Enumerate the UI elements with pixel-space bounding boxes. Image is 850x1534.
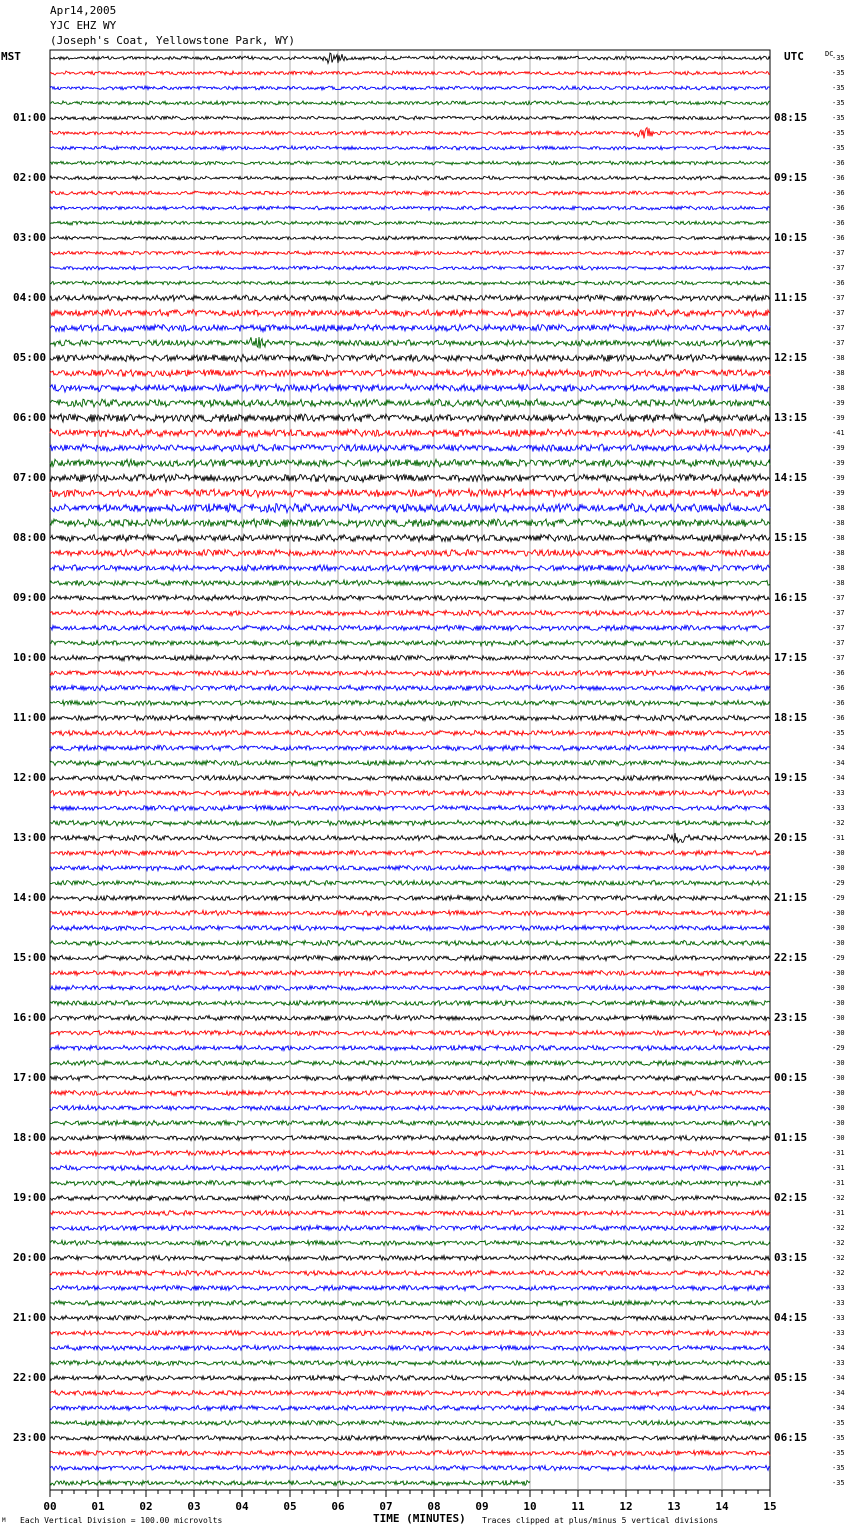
seismic-trace <box>50 925 770 930</box>
seismic-trace <box>50 745 770 751</box>
dc-offset-label: -30 <box>832 939 845 947</box>
dc-offset-label: -39 <box>832 459 845 467</box>
seismic-trace <box>50 985 770 990</box>
dc-offset-label: -36 <box>832 219 845 227</box>
seismic-trace <box>50 534 770 541</box>
dc-offset-label: -39 <box>832 444 845 452</box>
seismic-trace <box>50 354 770 361</box>
seismic-trace <box>50 1165 770 1170</box>
dc-offset-label: -29 <box>832 879 845 887</box>
seismic-trace <box>50 503 770 512</box>
right-hour-label: 23:15 <box>774 1011 808 1024</box>
dc-offset-label: -34 <box>832 1374 845 1382</box>
dc-offset-label: -32 <box>832 1224 845 1232</box>
seismic-trace <box>50 221 770 225</box>
dc-offset-label: -34 <box>832 774 845 782</box>
left-hour-label: 16:00 <box>13 1011 47 1024</box>
seismic-trace <box>50 805 770 810</box>
right-hour-label: 04:15 <box>774 1311 808 1324</box>
left-hour-label: 11:00 <box>13 711 47 724</box>
dc-offset-label: -32 <box>832 1269 845 1277</box>
x-tick-label: 05 <box>283 1500 297 1513</box>
dc-offset-label: -35 <box>832 1419 845 1427</box>
dc-offset-label: -36 <box>832 204 845 212</box>
seismic-trace <box>50 1375 770 1380</box>
dc-offset-label: -33 <box>832 1359 845 1367</box>
seismic-trace <box>50 1345 770 1350</box>
right-hour-label: 20:15 <box>774 831 808 844</box>
dc-offset-label: -33 <box>832 1314 845 1322</box>
seismic-trace <box>50 53 770 63</box>
left-hour-label: 02:00 <box>13 171 47 184</box>
dc-offset-label: -34 <box>832 1404 845 1412</box>
chart-date: Apr14,2005 <box>50 4 117 17</box>
left-hour-label: 03:00 <box>13 231 47 244</box>
dc-offset-label: -36 <box>832 684 845 692</box>
dc-offset-label: -30 <box>832 1134 845 1142</box>
corner-mark: M <box>2 1517 6 1524</box>
seismic-trace <box>50 580 770 586</box>
dc-offset-label: -38 <box>832 504 845 512</box>
dc-offset-label: -39 <box>832 399 845 407</box>
left-hour-label: 05:00 <box>13 351 47 364</box>
dc-offset-label: -36 <box>832 279 845 287</box>
dc-offset-label: -38 <box>832 369 845 377</box>
seismic-trace <box>50 399 770 407</box>
x-tick-label: 12 <box>619 1500 633 1513</box>
seismic-trace <box>50 1270 770 1275</box>
seismic-trace <box>50 295 770 301</box>
seismic-trace <box>50 685 770 691</box>
seismic-trace <box>50 86 770 90</box>
x-tick-label: 08 <box>427 1500 441 1513</box>
dc-offset-label: -37 <box>832 654 845 662</box>
seismic-trace <box>50 833 770 843</box>
left-hour-label: 14:00 <box>13 891 47 904</box>
dc-offset-label: -33 <box>832 789 845 797</box>
seismic-trace <box>50 206 770 210</box>
x-tick-label: 15 <box>763 1500 777 1513</box>
dc-offset-label: -30 <box>832 1119 845 1127</box>
dc-offset-label: -37 <box>832 249 845 257</box>
seismic-trace <box>50 1315 770 1320</box>
right-hour-label: 11:15 <box>774 291 808 304</box>
seismic-trace <box>50 895 770 900</box>
seismic-trace <box>50 760 770 766</box>
seismic-trace <box>50 1120 770 1125</box>
dc-offset-label: -37 <box>832 609 845 617</box>
seismic-trace <box>50 1465 770 1470</box>
dc-offset-label: -30 <box>832 1089 845 1097</box>
seismic-trace <box>50 1435 770 1440</box>
seismic-trace <box>50 550 770 557</box>
right-hour-label: 12:15 <box>774 351 808 364</box>
left-hour-label: 15:00 <box>13 951 47 964</box>
right-hour-label: 09:15 <box>774 171 808 184</box>
vertical-division-note: Each Vertical Division = 100.00 microvolts <box>20 1516 223 1525</box>
left-hour-label: 06:00 <box>13 411 47 424</box>
dc-offset-label: -30 <box>832 984 845 992</box>
seismic-trace <box>50 116 770 120</box>
seismic-trace <box>50 865 770 870</box>
seismic-trace <box>50 670 770 676</box>
dc-offset-label: -30 <box>832 909 845 917</box>
dc-offset-label: -31 <box>832 1179 845 1187</box>
seismic-trace <box>50 955 770 960</box>
seismic-trace <box>50 251 770 255</box>
seismic-trace <box>50 655 770 661</box>
dc-offset-label: -34 <box>832 759 845 767</box>
dc-offset-label: -34 <box>832 1389 845 1397</box>
seismic-trace <box>50 971 770 976</box>
dc-offset-label: -30 <box>832 1074 845 1082</box>
dc-offset-header: DC <box>825 50 834 58</box>
dc-offset-label: -37 <box>832 324 845 332</box>
seismic-trace <box>50 1150 770 1155</box>
dc-offset-label: -30 <box>832 969 845 977</box>
left-hour-label: 12:00 <box>13 771 47 784</box>
right-hour-label: 02:15 <box>774 1191 808 1204</box>
seismic-trace <box>50 910 770 915</box>
right-hour-label: 22:15 <box>774 951 808 964</box>
dc-offset-label: -38 <box>832 534 845 542</box>
seismic-trace <box>50 595 770 601</box>
seismic-trace <box>50 1060 770 1065</box>
seismic-trace <box>50 71 770 75</box>
dc-offset-label: -29 <box>832 954 845 962</box>
dc-offset-label: -35 <box>832 144 845 152</box>
seismic-trace <box>50 1105 770 1110</box>
dc-offset-label: -37 <box>832 339 845 347</box>
dc-offset-label: -36 <box>832 159 845 167</box>
seismic-trace <box>50 1015 770 1020</box>
dc-offset-label: -37 <box>832 639 845 647</box>
dc-offset-label: -34 <box>832 1344 845 1352</box>
dc-offset-label: -30 <box>832 1059 845 1067</box>
dc-offset-label: -35 <box>832 1464 845 1472</box>
dc-offset-label: -30 <box>832 864 845 872</box>
seismic-trace <box>50 310 770 317</box>
dc-offset-label: -29 <box>832 1044 845 1052</box>
seismic-trace <box>50 700 770 706</box>
x-tick-label: 14 <box>715 1500 729 1513</box>
left-hour-label: 10:00 <box>13 651 47 664</box>
dc-offset-label: -35 <box>832 69 845 77</box>
right-hour-label: 06:15 <box>774 1431 808 1444</box>
seismic-trace <box>50 1300 770 1305</box>
seismic-trace <box>50 730 770 736</box>
dc-offset-label: -38 <box>832 579 845 587</box>
right-hour-label: 16:15 <box>774 591 808 604</box>
seismic-trace <box>50 1045 770 1050</box>
dc-offset-label: -35 <box>832 99 845 107</box>
dc-offset-label: -30 <box>832 849 845 857</box>
right-hour-label: 14:15 <box>774 471 808 484</box>
dc-offset-label: -39 <box>832 489 845 497</box>
seismic-trace <box>50 1225 770 1230</box>
right-hour-label: 17:15 <box>774 651 808 664</box>
right-hour-label: 10:15 <box>774 231 808 244</box>
x-tick-label: 11 <box>571 1500 585 1513</box>
seismic-trace <box>50 191 770 195</box>
x-tick-label: 03 <box>187 1500 201 1513</box>
right-hour-label: 05:15 <box>774 1371 808 1384</box>
seismic-trace <box>50 1255 770 1260</box>
dc-offset-label: -33 <box>832 804 845 812</box>
dc-offset-label: -36 <box>832 174 845 182</box>
dc-offset-label: -30 <box>832 1014 845 1022</box>
dc-offset-label: -30 <box>832 924 845 932</box>
seismic-trace <box>50 1285 770 1290</box>
dc-offset-label: -37 <box>832 264 845 272</box>
right-hour-label: 08:15 <box>774 111 808 124</box>
dc-offset-label: -31 <box>832 834 845 842</box>
x-tick-label: 04 <box>235 1500 249 1513</box>
seismic-trace <box>50 101 770 105</box>
seismic-trace <box>50 1000 770 1005</box>
dc-offset-label: -31 <box>832 1164 845 1172</box>
seismic-trace <box>50 1360 770 1365</box>
seismic-trace <box>50 1420 770 1425</box>
dc-offset-label: -36 <box>832 189 845 197</box>
seismic-trace <box>50 625 770 631</box>
seismic-trace <box>50 775 770 781</box>
seismic-trace <box>50 1390 770 1395</box>
seismic-trace <box>50 337 770 348</box>
seismic-trace <box>50 790 770 796</box>
seismic-trace <box>50 1240 770 1245</box>
dc-offset-label: -35 <box>832 129 845 137</box>
seismic-trace <box>50 610 770 616</box>
x-tick-label: 13 <box>667 1500 681 1513</box>
chart-title: YJC EHZ WY <box>50 19 117 32</box>
right-hour-label: 18:15 <box>774 711 808 724</box>
seismic-trace <box>50 474 770 482</box>
seismic-trace <box>50 429 770 437</box>
seismic-trace <box>50 236 770 240</box>
dc-offset-label: -33 <box>832 1329 845 1337</box>
seismic-trace <box>50 1030 770 1035</box>
right-hour-label: 13:15 <box>774 411 808 424</box>
seismic-trace <box>50 1450 770 1455</box>
right-hour-label: 19:15 <box>774 771 808 784</box>
dc-offset-label: -39 <box>832 474 845 482</box>
x-axis-label: TIME (MINUTES) <box>373 1512 466 1525</box>
x-tick-label: 07 <box>379 1500 393 1513</box>
left-hour-label: 18:00 <box>13 1131 47 1144</box>
seismic-trace <box>50 940 770 945</box>
seismic-trace <box>50 1136 770 1141</box>
seismic-trace <box>50 444 770 452</box>
dc-offset-label: -36 <box>832 234 845 242</box>
dc-offset-label: -32 <box>832 1194 845 1202</box>
seismic-trace <box>50 640 770 646</box>
x-tick-label: 10 <box>523 1500 537 1513</box>
dc-offset-label: -35 <box>832 84 845 92</box>
left-hour-label: 07:00 <box>13 471 47 484</box>
seismic-trace <box>50 519 770 527</box>
seismic-trace <box>50 369 770 376</box>
seismic-trace <box>50 266 770 270</box>
dc-offset-label: -34 <box>832 744 845 752</box>
left-hour-label: 01:00 <box>13 111 47 124</box>
dc-offset-label: -35 <box>832 1434 845 1442</box>
dc-offset-label: -38 <box>832 519 845 527</box>
dc-offset-label: -36 <box>832 669 845 677</box>
seismic-trace <box>50 880 770 885</box>
x-tick-label: 00 <box>43 1500 57 1513</box>
dc-offset-label: -30 <box>832 1104 845 1112</box>
dc-offset-label: -38 <box>832 384 845 392</box>
left-hour-label: 22:00 <box>13 1371 47 1384</box>
left-timezone-label: MST <box>1 50 21 63</box>
dc-offset-label: -38 <box>832 354 845 362</box>
dc-offset-label: -39 <box>832 414 845 422</box>
seismic-trace <box>50 459 770 467</box>
dc-offset-label: -38 <box>832 564 845 572</box>
dc-offset-label: -36 <box>832 714 845 722</box>
right-hour-label: 01:15 <box>774 1131 808 1144</box>
seismic-trace <box>50 414 770 422</box>
dc-offset-label: -29 <box>832 894 845 902</box>
seismic-trace <box>50 146 770 150</box>
seismic-trace <box>50 850 770 855</box>
dc-offset-label: -41 <box>832 429 845 437</box>
dc-offset-label: -35 <box>832 114 845 122</box>
dc-offset-label: -35 <box>832 729 845 737</box>
seismic-trace <box>50 324 770 331</box>
dc-offset-label: -32 <box>832 1239 845 1247</box>
left-hour-label: 19:00 <box>13 1191 47 1204</box>
clip-note: Traces clipped at plus/minus 5 vertical divisions <box>482 1516 719 1525</box>
dc-offset-label: -35 <box>832 1449 845 1457</box>
dc-offset-label: -38 <box>832 549 845 557</box>
x-tick-label: 02 <box>139 1500 153 1513</box>
dc-offset-label: -33 <box>832 1299 845 1307</box>
seismic-trace <box>50 1181 770 1186</box>
chart-subtitle: (Joseph's Coat, Yellowstone Park, WY) <box>50 34 296 47</box>
dc-offset-label: -35 <box>832 54 845 62</box>
seismic-trace <box>50 128 770 139</box>
left-hour-label: 17:00 <box>13 1071 47 1084</box>
seismic-trace <box>50 384 770 392</box>
x-tick-label: 09 <box>475 1500 489 1513</box>
right-hour-label: 15:15 <box>774 531 808 544</box>
dc-offset-label: -32 <box>832 819 845 827</box>
seismic-trace <box>50 489 770 497</box>
seismic-trace <box>50 1076 770 1081</box>
dc-offset-label: -37 <box>832 309 845 317</box>
x-tick-label: 01 <box>91 1500 105 1513</box>
seismic-trace <box>50 565 770 572</box>
seismic-trace <box>50 1210 770 1215</box>
left-hour-label: 08:00 <box>13 531 47 544</box>
dc-offset-label: -37 <box>832 294 845 302</box>
seismic-trace <box>50 1330 770 1335</box>
left-hour-label: 21:00 <box>13 1311 47 1324</box>
dc-offset-label: -35 <box>832 1479 845 1487</box>
dc-offset-label: -30 <box>832 1029 845 1037</box>
left-hour-label: 23:00 <box>13 1431 47 1444</box>
seismic-trace <box>50 820 770 826</box>
dc-offset-label: -32 <box>832 1254 845 1262</box>
seismic-trace <box>50 1406 770 1411</box>
right-hour-label: 21:15 <box>774 891 808 904</box>
left-hour-label: 13:00 <box>13 831 47 844</box>
x-tick-label: 06 <box>331 1500 345 1513</box>
dc-offset-label: -36 <box>832 699 845 707</box>
seismic-trace <box>50 1195 770 1200</box>
dc-offset-label: -31 <box>832 1149 845 1157</box>
seismic-trace <box>50 1090 770 1095</box>
right-hour-label: 00:15 <box>774 1071 808 1084</box>
seismic-trace <box>50 176 770 180</box>
left-hour-label: 09:00 <box>13 591 47 604</box>
right-hour-label: 03:15 <box>774 1251 808 1264</box>
dc-offset-label: -37 <box>832 594 845 602</box>
left-hour-label: 20:00 <box>13 1251 47 1264</box>
right-timezone-label: UTC <box>784 50 804 63</box>
dc-offset-label: -31 <box>832 1209 845 1217</box>
dc-offset-label: -37 <box>832 624 845 632</box>
seismic-trace <box>50 161 770 165</box>
dc-offset-label: -33 <box>832 1284 845 1292</box>
seismic-trace <box>50 281 770 285</box>
left-hour-label: 04:00 <box>13 291 47 304</box>
dc-offset-label: -30 <box>832 999 845 1007</box>
seismic-trace <box>50 715 770 721</box>
